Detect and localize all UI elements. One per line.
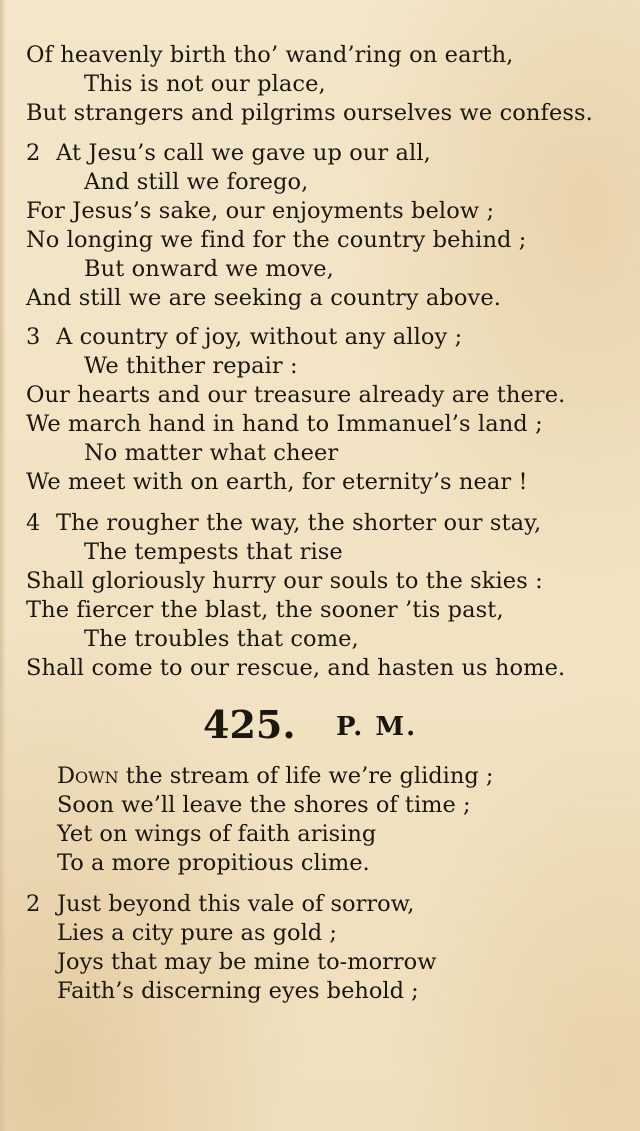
verse-line-text: Just beyond this vale of sorrow, bbox=[57, 891, 415, 917]
hymn-heading bbox=[0, 700, 640, 750]
verse-line: And still we are seeking a country above. bbox=[26, 285, 502, 311]
verse-line: To a more propitious clime. bbox=[57, 850, 370, 876]
stanza-2 bbox=[26, 139, 626, 313]
verse-line: We march hand in hand to Immanuel’s land ; bbox=[26, 411, 543, 437]
verse-line: For Jesus’s sake, our enjoyments below ; bbox=[26, 198, 495, 224]
hymn-425-stanza-2 bbox=[26, 890, 626, 1006]
verse-line-numbered bbox=[26, 323, 626, 352]
first-word: Down bbox=[57, 763, 119, 789]
stanza-number: 2 bbox=[26, 140, 41, 166]
page-edge-shadow bbox=[0, 0, 6, 1131]
verse-line: The troubles that come, bbox=[84, 626, 359, 652]
hymn-425-stanza-1 bbox=[26, 762, 626, 878]
verse-line-text: the stream of life we’re gliding ; bbox=[118, 763, 494, 789]
verse-line-text: A country of joy, without any alloy ; bbox=[56, 324, 463, 350]
stanza-number: 2 bbox=[26, 891, 41, 917]
verse-line: Shall gloriously hurry our souls to the skies : bbox=[26, 568, 543, 594]
verse-line-numbered bbox=[26, 509, 626, 538]
verse-line: And still we forego, bbox=[84, 169, 309, 195]
verse-line-numbered bbox=[26, 139, 626, 168]
verse-line: Our hearts and our treasure already are there. bbox=[26, 382, 566, 408]
verse-line: No longing we find for the country behind ; bbox=[26, 227, 527, 253]
verse-line: The fiercer the blast, the sooner ’tis past, bbox=[26, 597, 504, 623]
hymn-meter: P. M. bbox=[336, 712, 418, 742]
verse-line: Lies a city pure as gold ; bbox=[57, 920, 337, 946]
verse-line: Of heavenly birth tho’ wand’ring on earth, bbox=[26, 42, 514, 68]
stanza-4 bbox=[26, 509, 626, 683]
stanza-number: 3 bbox=[26, 324, 41, 350]
verse-line: But onward we move, bbox=[84, 256, 334, 282]
verse-line: We thither repair : bbox=[84, 353, 298, 379]
verse-line: Shall come to our rescue, and hasten us home. bbox=[26, 655, 566, 681]
verse-line: Soon we’ll leave the shores of time ; bbox=[57, 792, 471, 818]
verse-line-text: The rougher the way, the shorter our stay, bbox=[56, 510, 542, 536]
verse-line: But strangers and pilgrims ourselves we confess. bbox=[26, 100, 593, 126]
verse-line: The tempests that rise bbox=[84, 539, 343, 565]
stanza-number: 4 bbox=[26, 510, 41, 536]
verse-line-text: At Jesu’s call we gave up our all, bbox=[56, 140, 431, 166]
verse-line: Joys that may be mine to-morrow bbox=[57, 949, 437, 975]
verse-line bbox=[26, 762, 626, 791]
stanza-3 bbox=[26, 323, 626, 497]
verse-line-numbered bbox=[26, 890, 626, 919]
verse-line: We meet with on earth, for eternity’s near ! bbox=[26, 469, 528, 495]
verse-line: No matter what cheer bbox=[84, 440, 339, 466]
hymn-number: 425. bbox=[203, 702, 296, 747]
stanza-1 bbox=[26, 41, 626, 128]
verse-line: This is not our place, bbox=[84, 71, 326, 97]
verse-line: Faith’s discerning eyes behold ; bbox=[57, 978, 419, 1004]
verse-line: Yet on wings of faith arising bbox=[57, 821, 377, 847]
